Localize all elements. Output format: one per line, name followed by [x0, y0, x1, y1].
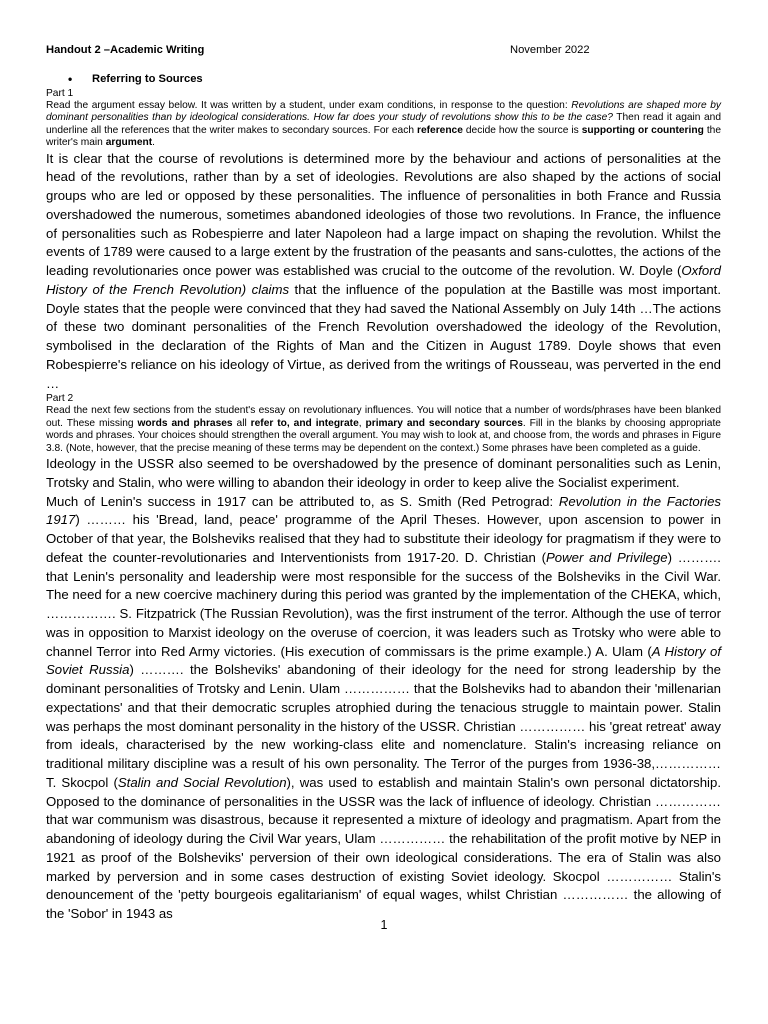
section-heading-text: Referring to Sources: [92, 73, 203, 85]
handout-title: Handout 2 –Academic Writing: [46, 44, 205, 56]
part2-instructions: Read the next few sections from the student's essay on revolutionary influences. You will notice that a number of words/phrases have been blanked out. These missing words and phrases all refer to, and integrate, primary and secondary sources. Fill in the blanks by choosing appropriate words and phrases. Your choices should strengthen the overall argument. You may wish to look at, and choose from, the words and phrases in Figure 3.8. (Note, however, that the precise meaning of these terms may be dependent on the context.) Some phrases have been completed as a guide.: [46, 405, 721, 454]
page-number: 1: [380, 918, 388, 932]
source-title-doyle: Oxford History of the French Revolution) claims: [46, 263, 721, 297]
keyword-words-phrases: words and phrases: [137, 417, 233, 429]
source-title-christian: Power and Privilege: [546, 549, 668, 565]
document-header: [46, 44, 721, 60]
part1-instructions: Read the argument essay below. It was written by a student, under exam conditions, in response to the question: Revolutions are shaped more by dominant personalities than by ideological considerations. How far does your study of revolutions show this to be the case? Then read it again and underline all the references that the writer makes to secondary sources. For each reference decide how the source is supporting or countering the writer's main argument.: [46, 100, 721, 149]
keyword-argument: argument: [105, 137, 153, 149]
essay-question: Revolutions are shaped more by dominant personalities than by ideological considerations. How far does your study of revolutions show this to be the case?: [46, 100, 721, 124]
part2-paragraph-2: Much of Lenin's success in 1917 can be attributed to, as S. Smith (Red Petrograd: Revolution in the Factories 1917) ……… his 'Bread, land, peace' programme of the April Theses. However, upon ascension to power in October of that year, the Bolsheviks realised that they had to substitute their ideology for pragmatism if they were to defeat the counter-revolutionaries and Interventionists from 1917-20. D. Christian (Power and Privilege) ………. that Lenin's personality and leadership were most responsible for the success of the Bolsheviks in the Civil War. The need for a new coercive machinery during this period was granted by the implementation of the CHEKA, which, ……………. S. Fitzpatrick (The Russian Revolution), was the first instrument of the terror. Although the use of terror was in opposition to Marxist ideology on the overuse of coercion, it was leaders such as Trotsky who were able to channel Terror into Red Army victories. (His execution of commissars is the prime example.) A. Ulam (A History of Soviet Russia) ………. the Bolsheviks' abandoning of their ideology for the need for strong leadership by the dominant personalities of Trotsky and Lenin. Ulam …………… that the Bolsheviks had to abandon their 'millenarian expectations' and that their democratic scruples atrophied during the tenacious struggle to maintain power. Stalin was perhaps the most dominant personality in the history of the USSR. Christian …………… his 'great retreat' away from ideals, characterised by the new working-class elite and nomenclature. Stalin's increasing reliance on traditional military discipline was a result of his own personality. The Terror of the purges from 1936-38,…………… T. Skocpol (Stalin and Social Revolution), was used to establish and maintain Stalin's own personal dictatorship. Opposed to the dominance of personalities in the USSR was the lack of influence of ideology. Christian …………… that war communism was disastrous, because it represented a mixture of ideology and pragmatism. Apart from the abandoning of ideology during the Civil War years, Ulam …………… the rehabilitation of the profit motive by NEP in 1921 as proof of the Bolsheviks' perversion of their own ideological considerations. The era of Stalin was also marked by perversion and in some cases destruction of existing Soviet ideology. Skocpol …………… Stalin's denouncement of the 'petty bourgeois egalitarianism' of equal wages, whilst Christian …………… the allowing of the 'Sobor' in 1943 as: [46, 493, 721, 921]
part1-essay: It is clear that the course of revolutions is determined more by the behaviour and actions of personalities at the head of the revolutions, rather than by a set of ideologies. Revolutions are also shaped by the actions of social groups who are led or opposed by these personalities. The influence of personalities in both France and Russia overshadowed the numerous, sometimes abandoned ideologies of those two revolutions. In France, the influence of personalities such as Robespierre and later Napoleon had a large impact on shaping the revolution. Whilst the events of 1789 were caused to a large extent by the frustration of the peasants and sans-culottes, the actions of the leading revolutionaries once power was established was crucial to the outcome of the revolution. W. Doyle (Oxford History of the French Revolution) claims that the influence of the population at the Bastille was most important. Doyle states that the people were convinced that they had saved the National Assembly on July 14th …The actions of these two dominant personalities of the French Revolution overshadowed the ideology of the Revolution, symbolised in the declaration of the Rights of Man and the Citizen in August 1789. Doyle shows that even Robespierre's reliance on his ideology of Virtue, as derived from the writings of Rousseau, was perverted in the end …: [46, 150, 722, 391]
part2-label: Part 2: [46, 393, 74, 405]
part1-label: Part 1: [46, 88, 74, 99]
section-heading: [46, 73, 721, 88]
keyword-supporting: supporting or countering: [581, 124, 704, 136]
keyword-sources: primary and secondary sources: [365, 417, 523, 429]
source-title-skocpol: Stalin and Social Revolution: [117, 774, 287, 790]
bullet-icon: •: [68, 72, 73, 86]
keyword-refer-integrate: refer to, and integrate: [250, 417, 359, 429]
keyword-reference: reference: [417, 124, 463, 136]
document-page: [46, 44, 721, 924]
source-title-smith: Revolution in the Factories 1917: [46, 493, 721, 528]
handout-date: November 2022: [510, 44, 590, 56]
source-title-ulam: A History of Soviet Russia: [46, 643, 721, 678]
part2-paragraph-1: Ideology in the USSR also seemed to be overshadowed by the presence of dominant personalities such as Lenin, Trotsky and Stalin, who were willing to abandon their ideology in order to keep alive the Socialist experiment.: [46, 456, 721, 490]
